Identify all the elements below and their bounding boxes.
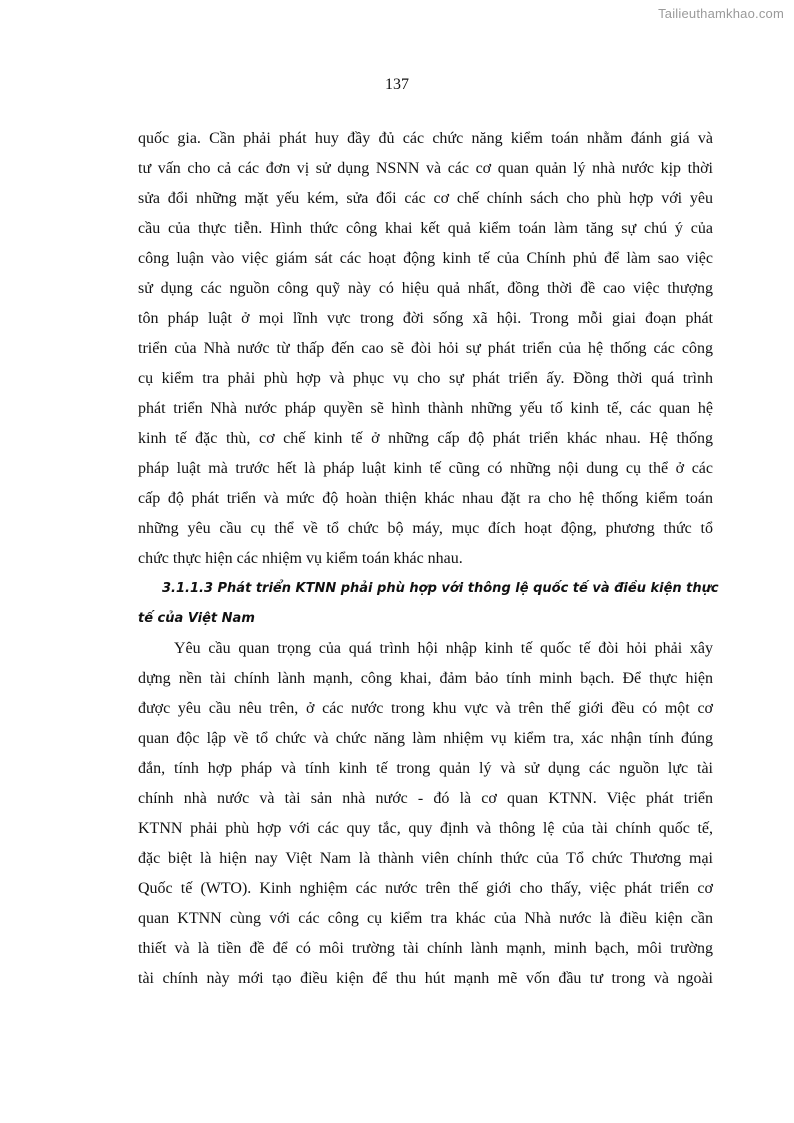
text-line: triển của Nhà nước từ thấp đến cao sẽ đòi hỏi sự phát triển của hệ thống các công (138, 340, 713, 357)
text-line: quốc gia. Cần phải phát huy đầy đủ các chức năng kiểm toán nhằm đánh giá và (138, 130, 713, 147)
text-line: tư vấn cho cả các đơn vị sử dụng NSNN và các cơ quan quản lý nhà nước kịp thời (138, 160, 713, 177)
heading-line: tế của Việt Nam (138, 611, 255, 626)
section-heading (138, 574, 719, 634)
text-line: Yêu cầu quan trọng của quá trình hội nhập kinh tế quốc tế đòi hỏi phải xây (174, 640, 713, 657)
text-line: công luận vào việc giám sát các hoạt động kinh tế của Chính phủ để làm sao việc (138, 250, 713, 267)
text-line: đắn, tính hợp pháp và tính kinh tế trong quản lý và sử dụng các nguồn lực tài (138, 760, 713, 777)
text-line: chức thực hiện các nhiệm vụ kiểm toán khác nhau. (138, 550, 463, 567)
text-line: cụ kiểm tra phải phù hợp và phục vụ cho sự phát triển ấy. Đồng thời quá trình (138, 370, 713, 387)
text-line: quan KTNN cùng với các công cụ kiểm tra khác của Nhà nước là điều kiện cần (138, 910, 713, 927)
text-line: chính nhà nước và tài sản nhà nước - đó là cơ quan KTNN. Việc phát triển (138, 790, 713, 807)
text-line: quan độc lập về tổ chức và chức năng làm nhiệm vụ kiểm tra, xác nhận tính đúng (138, 730, 713, 747)
text-line: phát triển Nhà nước pháp quyền sẽ hình thành những yếu tố kinh tế, các quan hệ (138, 400, 713, 417)
text-line: Quốc tế (WTO). Kinh nghiệm các nước trên thế giới cho thấy, việc phát triển cơ (138, 880, 713, 897)
text-line: dựng nền tài chính lành mạnh, công khai, đảm bảo tính minh bạch. Để thực hiện (138, 670, 713, 687)
text-line: sửa đổi những mặt yếu kém, sửa đổi các cơ chế chính sách cho phù hợp với yêu (138, 190, 713, 207)
text-line: thiết và là tiền đề để có môi trường tài chính lành mạnh, minh bạch, môi trường (138, 940, 713, 957)
paragraph-2 (138, 634, 713, 994)
page-number: 137 (385, 76, 409, 93)
text-line: tôn pháp luật ở mọi lĩnh vực trong đời sống xã hội. Trong mỗi giai đoạn phát (138, 310, 713, 327)
text-line: những yêu cầu cụ thể về tổ chức bộ máy, mục đích hoạt động, phương thức tổ (138, 520, 713, 537)
text-line: sử dụng các nguồn công quỹ này có hiệu quả nhất, đồng thời đề cao việc thượng (138, 280, 713, 297)
text-line: cấp độ phát triển và mức độ hoàn thiện khác nhau đặt ra cho hệ thống kiểm toán (138, 490, 713, 507)
text-line: kinh tế đặc thù, cơ chế kinh tế ở những cấp độ phát triển khác nhau. Hệ thống (138, 430, 713, 447)
heading-line: 3.1.1.3 Phát triển KTNN phải phù hợp với thông lệ quốc tế và điều kiện thực (162, 581, 719, 596)
text-line: đặc biệt là hiện nay Việt Nam là thành viên chính thức của Tổ chức Thương mại (138, 850, 713, 867)
paragraph-1 (138, 124, 713, 574)
text-line: tài chính này mới tạo điều kiện để thu hút mạnh mẽ vốn đầu tư trong và ngoài (138, 970, 713, 987)
text-line: pháp luật mà trước hết là pháp luật kinh tế cũng có những nội dung cụ thể ở các (138, 460, 713, 477)
text-line: được yêu cầu nêu trên, ở các nước trong khu vực và trên thế giới đều có một cơ (138, 700, 713, 717)
document-body (138, 124, 719, 994)
text-line: cầu của thực tiễn. Hình thức công khai kết quả kiểm toán làm tăng sự chú ý của (138, 220, 713, 237)
watermark: Tailieuthamkhao.com (658, 6, 784, 21)
text-line: KTNN phải phù hợp với các quy tắc, quy định và thông lệ của tài chính quốc tế, (138, 820, 713, 837)
